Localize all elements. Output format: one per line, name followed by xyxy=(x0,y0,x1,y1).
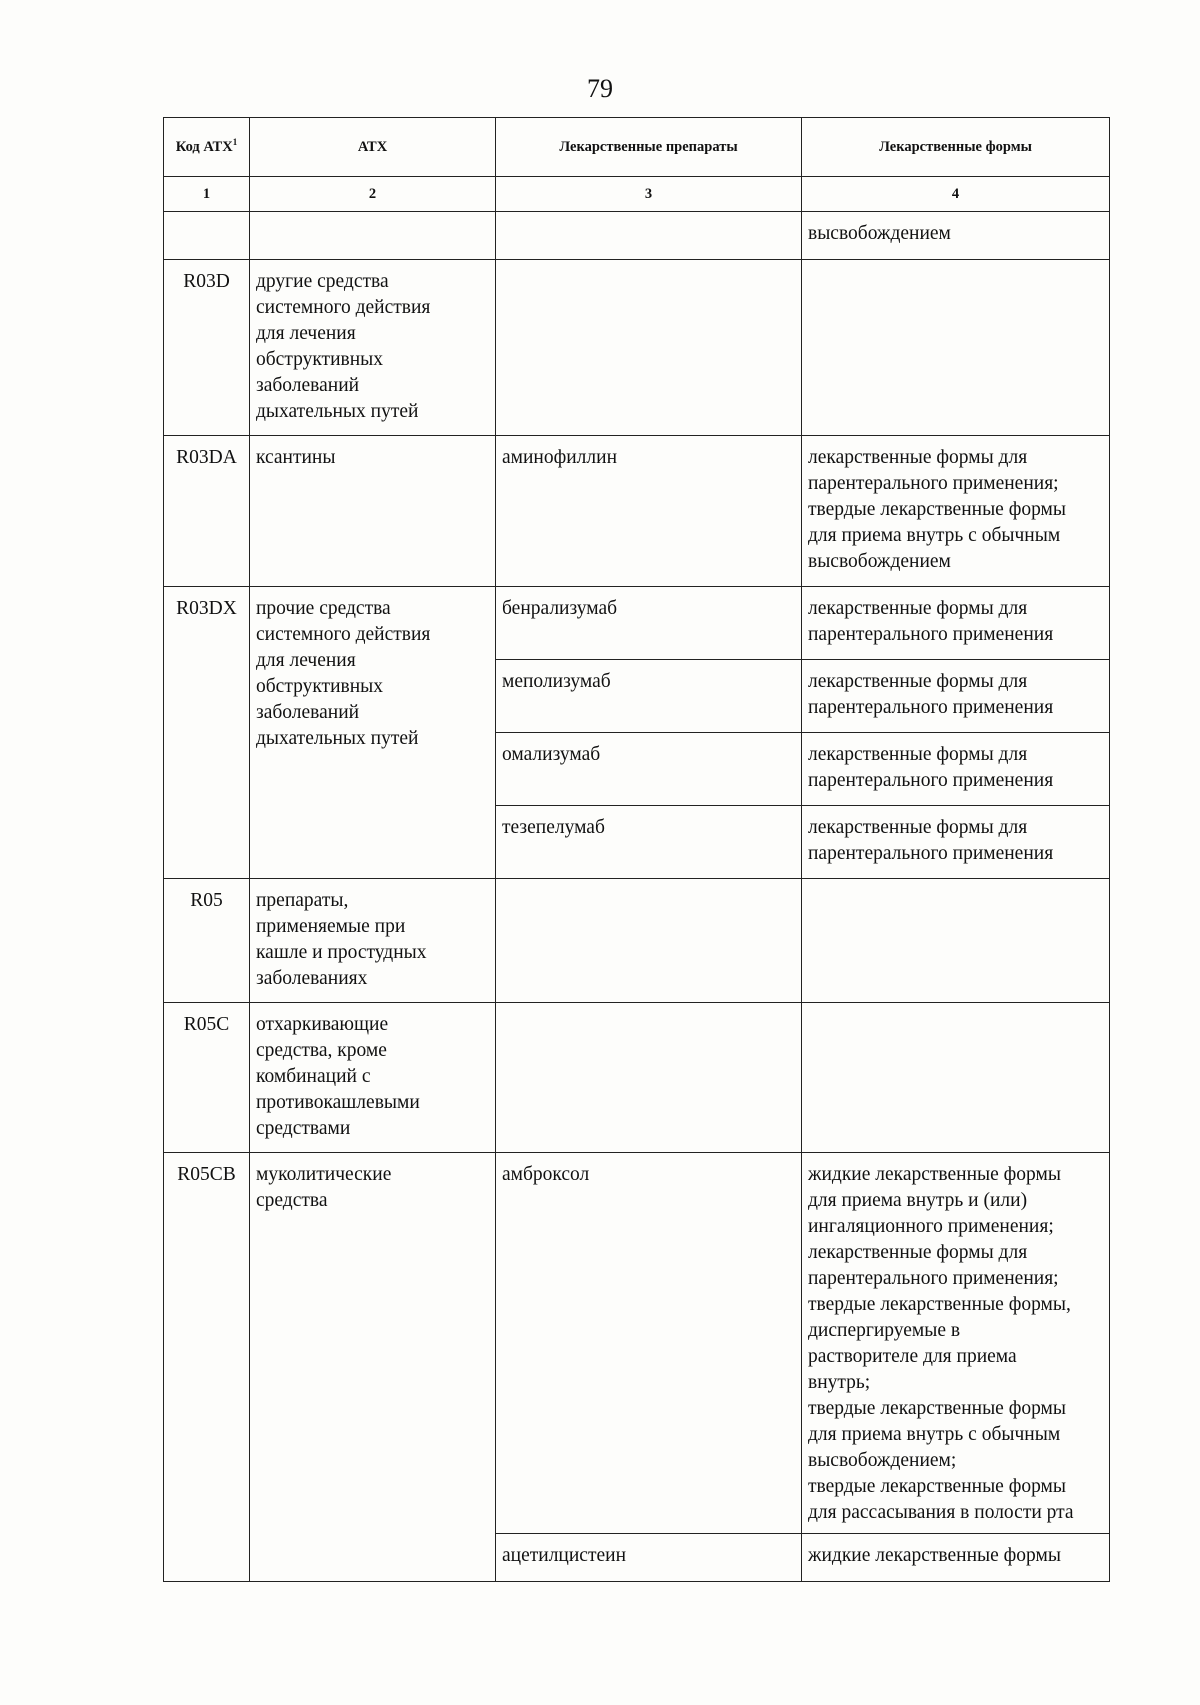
atx-table xyxy=(163,117,1110,1582)
table-row xyxy=(164,879,1110,1003)
table-row xyxy=(164,212,1110,260)
atx-name-cell: прочие средства системного действия для лечения обструктивных заболеваний дыхательных путей xyxy=(250,587,496,879)
atx-code-cell: R03DA xyxy=(164,436,250,587)
column-number-row xyxy=(164,177,1110,212)
form-cell: лекарственные формы для парентерального применения xyxy=(802,733,1110,806)
form-cell xyxy=(802,1003,1110,1153)
drug-cell: тезепелумаб xyxy=(496,806,802,879)
form-cell xyxy=(802,879,1110,1003)
atx-name-cell: препараты, применяемые при кашле и простудных заболеваниях xyxy=(250,879,496,1003)
atx-name-cell: отхаркивающие средства, кроме комбинаций с противокашлевыми средствами xyxy=(250,1003,496,1153)
atx-code-cell: R05 xyxy=(164,879,250,1003)
column-number: 2 xyxy=(250,177,496,212)
table-row xyxy=(164,1003,1110,1153)
drug-cell: аминофиллин xyxy=(496,436,802,587)
atx-code-cell xyxy=(164,212,250,260)
drug-cell: амброксол xyxy=(496,1153,802,1534)
atx-name-cell: муколитические средства xyxy=(250,1153,496,1582)
drug-cell xyxy=(496,879,802,1003)
form-cell: лекарственные формы для парентерального применения; твердые лекарственные формы для приема внутрь с обычным высвобождением xyxy=(802,436,1110,587)
form-cell: лекарственные формы для парентерального применения xyxy=(802,587,1110,660)
atx-name-cell: ксантины xyxy=(250,436,496,587)
atx-code-cell: R05CB xyxy=(164,1153,250,1582)
column-number: 4 xyxy=(802,177,1110,212)
form-cell: жидкие лекарственные формы xyxy=(802,1534,1110,1582)
table-row xyxy=(164,260,1110,436)
drug-cell xyxy=(496,260,802,436)
drug-cell: меполизумаб xyxy=(496,660,802,733)
header-row xyxy=(164,118,1110,177)
page-number: 79 xyxy=(587,74,613,103)
form-cell: лекарственные формы для парентерального применения xyxy=(802,806,1110,879)
drug-cell xyxy=(496,212,802,260)
header-drugs: Лекарственные препараты xyxy=(496,118,802,177)
form-cell: высвобождением xyxy=(802,212,1110,260)
header-code: Код АТХ$^1$ xyxy=(164,118,250,177)
header-forms: Лекарственные формы xyxy=(802,118,1110,177)
atx-name-cell xyxy=(250,212,496,260)
table-row xyxy=(164,436,1110,587)
drug-cell: бенрализумаб xyxy=(496,587,802,660)
column-number: 1 xyxy=(164,177,250,212)
drug-cell: ацетилцистеин xyxy=(496,1534,802,1582)
atx-name-cell: другие средства системного действия для лечения обструктивных заболеваний дыхательных путей xyxy=(250,260,496,436)
drug-cell: омализумаб xyxy=(496,733,802,806)
form-cell: жидкие лекарственные формы для приема внутрь и (или) ингаляционного применения; лекарственные формы для парентерального применения; твердые лекарственные формы, диспергируемые в растворителе для приема внутрь; твердые лекарственные формы для приема внутрь с обычным высвобождением; твердые лекарственные формы для рассасывания в полости рта xyxy=(802,1153,1110,1534)
form-cell: лекарственные формы для парентерального применения xyxy=(802,660,1110,733)
drug-cell xyxy=(496,1003,802,1153)
table-row xyxy=(164,587,1110,660)
atx-code-cell: R03D xyxy=(164,260,250,436)
atx-code-cell: R05C xyxy=(164,1003,250,1153)
form-cell xyxy=(802,260,1110,436)
header-atx: АТХ xyxy=(250,118,496,177)
table-row xyxy=(164,1153,1110,1534)
atx-code-cell: R03DX xyxy=(164,587,250,879)
column-number: 3 xyxy=(496,177,802,212)
